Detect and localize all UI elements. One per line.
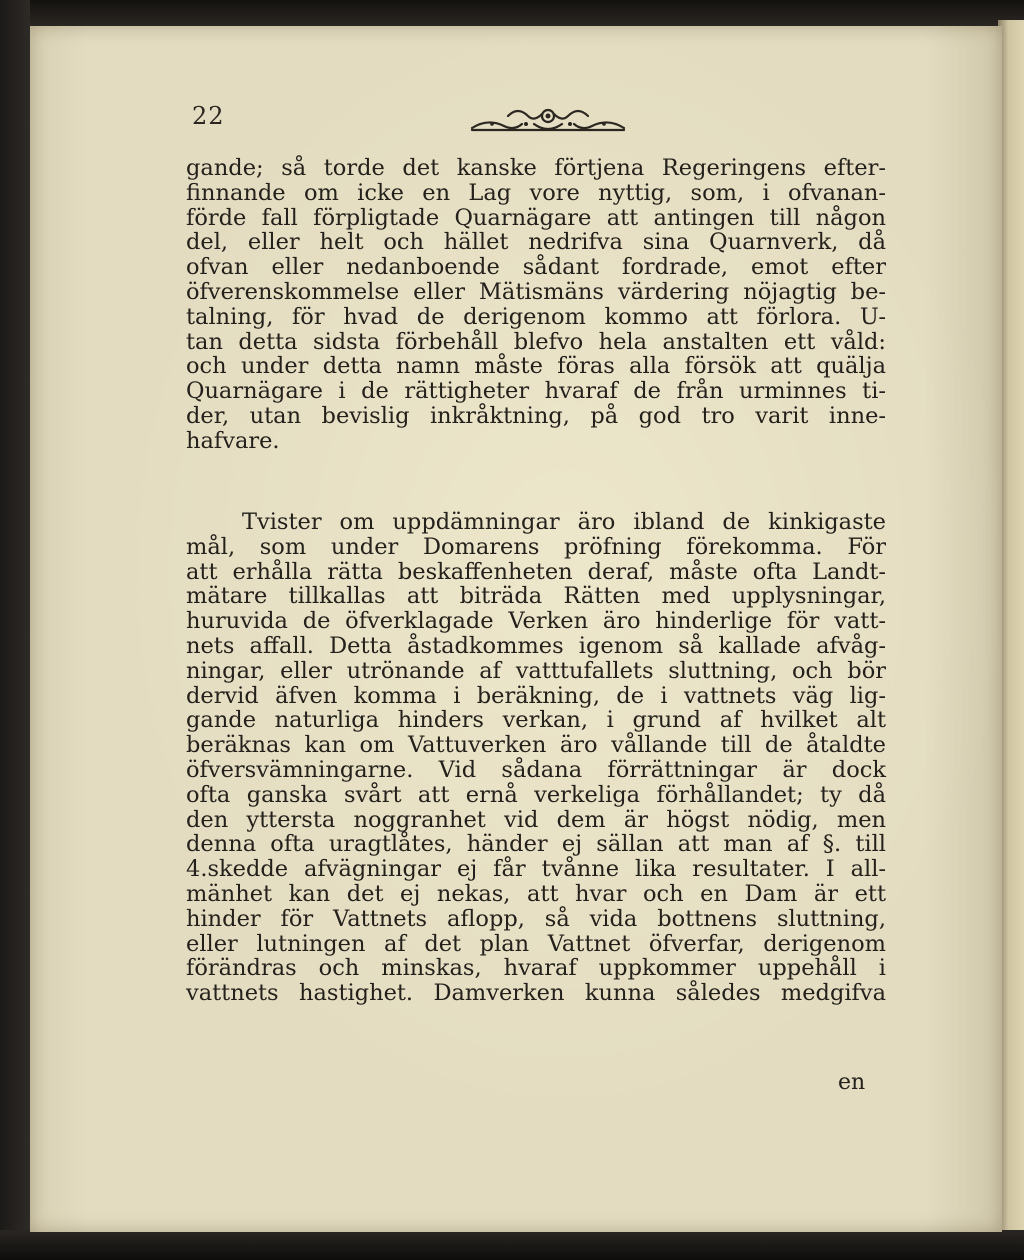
text-line: gande; så torde det kanske förtjena Regeringens efter- [186,155,886,181]
scan-border-left [0,0,30,1260]
text-line: ofta ganska svårt att ernå verkeliga förhållandet; ty då [186,781,886,808]
text-line: dervid äfven komma i beräkning, de i vattnets väg lig- [186,682,886,709]
text-line: talning, för hvad de derigenom kommo att förlora. U- [186,303,886,330]
text-line-last: hafvare. [186,427,280,454]
text-line: mål, som under Domarens pröfning förekomma. För [186,533,886,560]
text-line: hinder för Vattnets aflopp, så vida bottnens sluttning, [186,905,886,932]
text-line: der, utan bevislig inkråktning, på god tro varit inne- [186,402,886,429]
text-line: mänhet kan det ej nekas, att hvar och en Dam är ett [186,880,886,907]
text-line: Quarnägare i de rättigheter hvaraf de från urminnes ti- [186,378,886,405]
text-line: och under detta namn måste föras alla försök att quälja [186,353,886,380]
scan-border-top [0,0,1024,26]
text-line: eller lutningen af det plan Vattnet öfverfar, derigenom [186,930,886,957]
text-line: öfversvämningarne. Vid sådana förrättningar är dock [186,756,886,783]
text-line: mätare tillkallas att biträda Rätten med upplysningar, [186,583,886,610]
page-number: 22 [192,102,225,130]
paragraph-uppdamningar [186,510,886,1006]
text-line: öfverenskommelse eller Mätismäns värdering nöjagtig be- [186,278,886,305]
paragraph-continuation [186,156,886,454]
text-line-indented: Tvister om uppdämningar äro ibland de kinkigaste [242,509,886,535]
text-line: 4.skedde afvägningar ej får tvånne lika resultater. I all- [186,856,886,883]
text-line: vattnets hastighet. Damverken kunna således medgifva [186,980,886,1007]
text-line: beräknas kan om Vattuverken äro vållande till de åtaldte [186,732,886,759]
catchword: en [838,1070,866,1095]
text-line: finnande om icke en Lag vore nyttig, som, i ofvanan- [186,179,886,206]
text-line: förändras och minskas, hvaraf uppkommer uppehåll i [186,955,886,982]
text-line: förde fall förpligtade Quarnägare att antingen till någon [186,204,886,231]
text-line: del, eller helt och hället nedrifva sina Quarnverk, då [186,229,886,256]
text-line: den yttersta noggranhet vid dem är högst nödig, men [186,806,886,833]
text-line: nets affall. Detta åstadkommes igenom så kallade afvåg- [186,632,886,659]
text-line: ningar, eller utrönande af vatttufallets sluttning, och bör [186,657,886,684]
scan-border-bottom [0,1230,1024,1260]
text-line: att erhålla rätta beskaffenheten deraf, måste ofta Landt- [186,558,886,585]
floral-headpiece-icon [468,104,628,136]
text-line: huruvida de öfverklagade Verken äro hinderlige för vatt- [186,608,886,635]
text-line: ofvan eller nedanboende sådant fordrade, emot efter [186,254,886,281]
text-line: tan detta sidsta förbehåll blefvo hela anstalten ett våld: [186,328,886,355]
text-line: denna ofta uragtlåtes, händer ej sällan att man af §. till [186,831,886,858]
text-line: gande naturliga hinders verkan, i grund af hvilket alt [186,707,886,734]
